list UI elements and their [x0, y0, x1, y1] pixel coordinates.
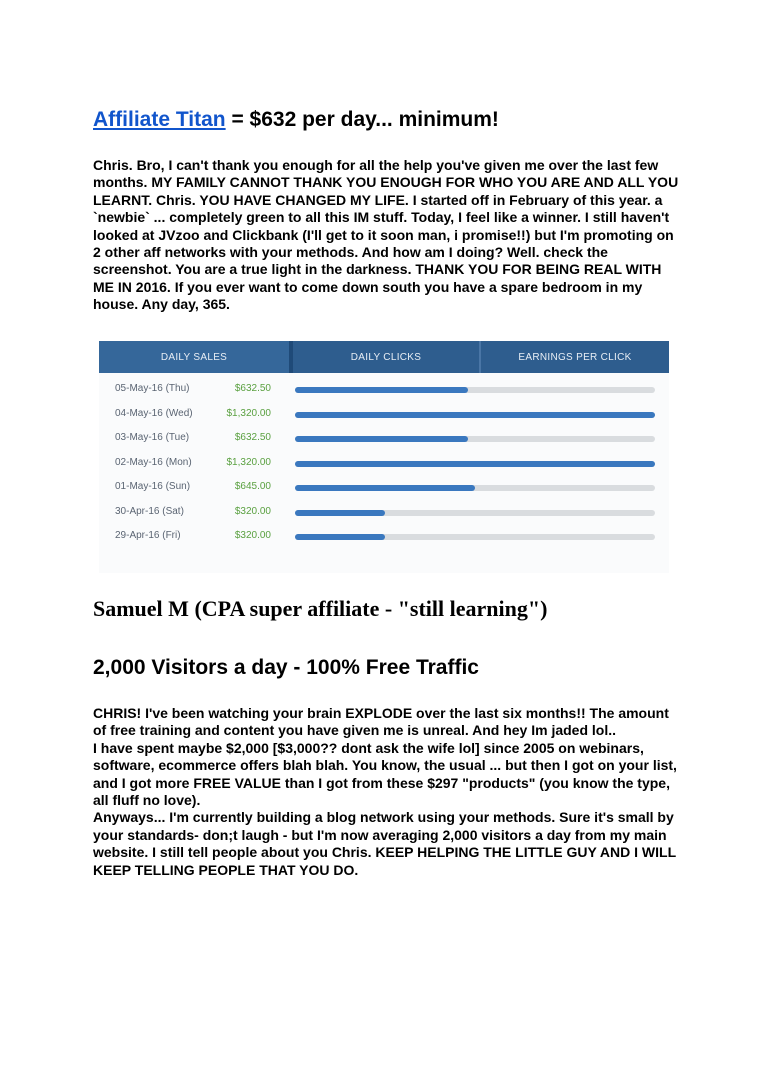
heading-1-text: = $632 per day... minimum! [225, 108, 499, 131]
row-date: 29-Apr-16 (Fri) [115, 530, 181, 541]
testimonial-heading-1 [93, 108, 499, 132]
row-amount: $645.00 [234, 481, 271, 492]
sales-row [99, 404, 669, 428]
screenshot-header [93, 337, 677, 373]
sales-row [99, 453, 669, 477]
sales-row [99, 526, 669, 550]
clicks-bar-track [295, 510, 655, 516]
clicks-bar-fill [295, 534, 385, 540]
paragraph-2-part-2: I have spent maybe $2,000 [$3,000?? dont ask the wife lol] since 2005 on webinars, software, ecommerce offers blah blah. You know, the usual ... but then I got on your list, and I got more FREE VALUE than I got from these $297 "products" (you know the type, all fluff no love). [93, 739, 677, 809]
row-amount: $632.50 [234, 383, 271, 394]
clicks-bar-track [295, 485, 655, 491]
clicks-bar-fill [295, 436, 468, 442]
row-amount: $320.00 [234, 530, 271, 541]
screenshot-rows [99, 373, 669, 573]
clicks-bar-fill [295, 485, 475, 491]
row-date: 01-May-16 (Sun) [115, 481, 191, 492]
row-date: 04-May-16 (Wed) [115, 407, 193, 419]
clicks-bar-fill [295, 510, 385, 516]
sales-row [99, 502, 669, 526]
clicks-bar-fill [295, 461, 655, 467]
paragraph-2-part-3: Anyways... I'm currently building a blog network using your methods. Sure it's small by your standards- don;t laugh - but I'm now averaging 2,000 visitors a day from my main website. I still tell people about you Chris. KEEP HELPING THE LITTLE GUY AND I WILL KEEP TELLING PEOPLE THAT YOU DO. [93, 809, 676, 878]
column-earnings-per-click: EARNINGS PER CLICK [481, 341, 669, 373]
testimonial-heading-2: 2,000 Visitors a day - 100% Free Traffic [93, 656, 479, 679]
column-daily-sales: DAILY SALES [99, 341, 289, 373]
clicks-bar-fill [295, 412, 655, 418]
clicks-bar-track [295, 534, 655, 540]
row-date: 30-Apr-16 (Sat) [115, 505, 184, 517]
testimonial-paragraph-1: Chris. Bro, I can't thank you enough for all the help you've given me over the last few months. MY FAMILY CANNOT THANK YOU ENOUGH FOR WHO YOU ARE AND ALL YOU LEARNT. Chris. YOU HAVE CHANGED MY LIFE. I started off in February of this year. a `newbie` ... completely green to all this IM stuff. Today, I feel like a winner. I still haven't looked at JVzoo and Clickbank (I'll get to it soon man, i promise!!) but I'm promoting on 2 other aff networks with your methods. And how am I doing? Well. check the screenshot. You are a true light in the darkness. THANK YOU FOR BEING REAL WITH ME IN 2016. If you ever want to come down south you have a spare bedroom in my house. Any day, 365. [93, 157, 679, 313]
clicks-bar-track [295, 436, 655, 442]
row-date: 05-May-16 (Thu) [115, 383, 190, 394]
clicks-bar-track [295, 412, 655, 418]
sales-screenshot [93, 337, 677, 573]
sales-row [99, 477, 669, 501]
column-daily-clicks: DAILY CLICKS [293, 341, 479, 373]
clicks-bar-track [295, 387, 655, 393]
row-date: 02-May-16 (Mon) [115, 456, 192, 468]
row-amount: $1,320.00 [226, 456, 271, 468]
sales-row [99, 428, 669, 452]
affiliate-titan-link[interactable]: Affiliate Titan [93, 108, 226, 131]
sales-row [99, 379, 669, 403]
clicks-bar-fill [295, 387, 468, 393]
row-date: 03-May-16 (Tue) [115, 432, 190, 443]
row-amount: $320.00 [234, 505, 271, 517]
paragraph-2-part-1: CHRIS! I've been watching your brain EXPLODE over the last six months!! The amount of free training and content you have given me is unreal. And hey Im jaded lol.. [93, 705, 669, 739]
row-amount: $1,320.00 [226, 407, 271, 419]
clicks-bar-track [295, 461, 655, 467]
testimonial-author: Samuel M (CPA super affiliate - "still learning") [93, 596, 548, 621]
row-amount: $632.50 [234, 432, 271, 443]
testimonial-paragraph-2 [93, 705, 683, 879]
